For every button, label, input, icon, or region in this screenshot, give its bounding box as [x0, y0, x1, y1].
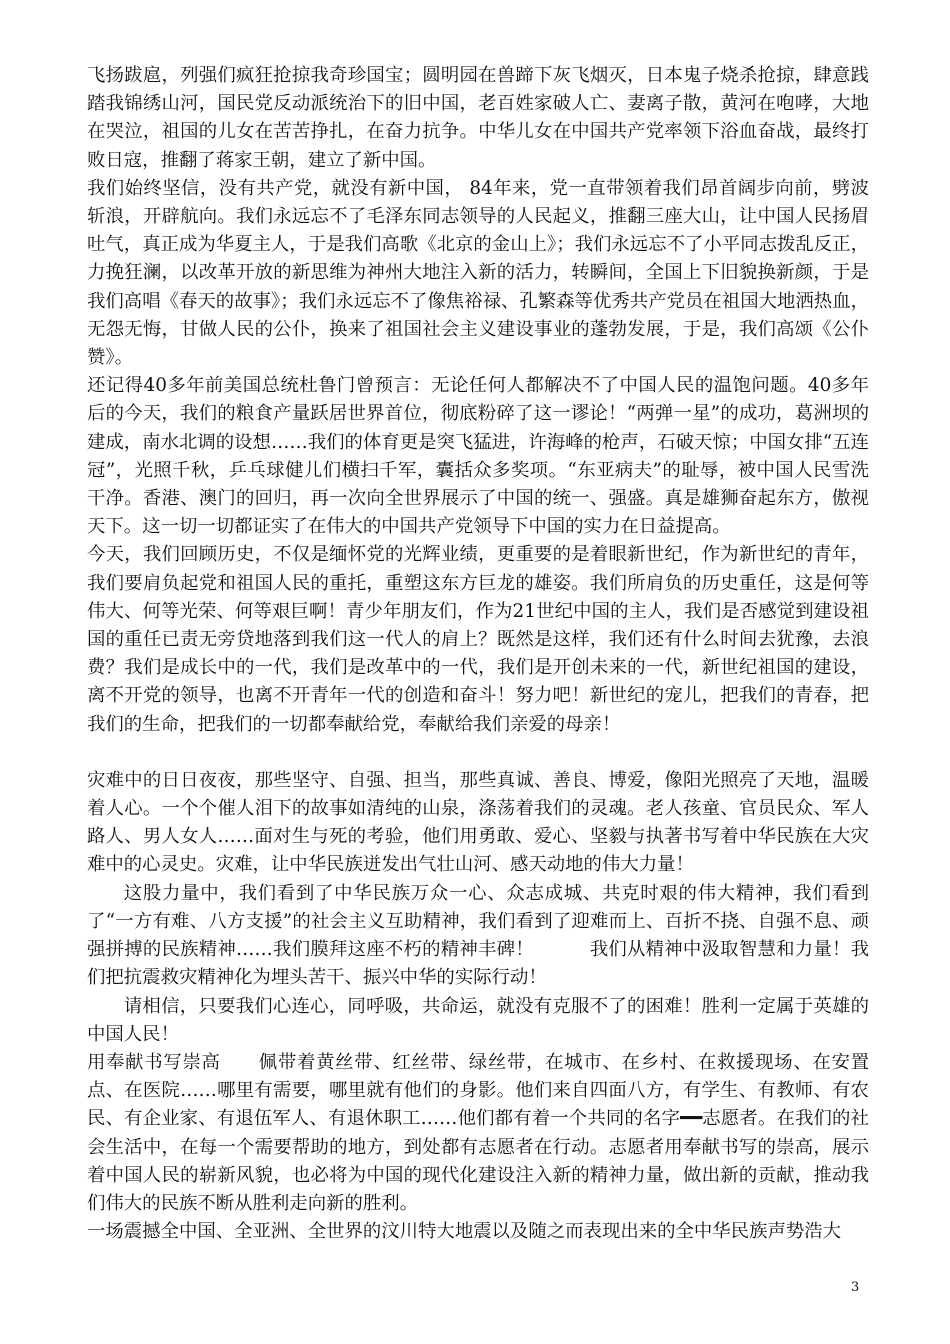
- paragraph-1: 飞扬跋扈，列强们疯狂抢掠我奇珍国宝；圆明园在兽蹄下灰飞烟灭，日本鬼子烧杀抢掠，肆意践踏我锦绣山河，国民党反动派统治下的旧中国，老百姓家破人亡、妻离子散，黄河在咆哮，大地在哭泣，祖国的儿女在苦苦挣扎，在奋力抗争。中华儿女在中国共产党率领下浴血奋战，最终打败日寇，推翻了蒋家王朝，建立了新中国。: [87, 65, 869, 171]
- paragraph-7: 请相信，只要我们心连心，同呼吸，共命运，就没有克服不了的困难！胜利一定属于英雄的中国人民！: [87, 995, 869, 1045]
- document-body: [87, 62, 869, 1246]
- paragraph-8: 用奉献书写崇高 佩带着黄丝带、红丝带、绿丝带，在城市、在乡村、在救援现场、在安置点、在医院……哪里有需要，哪里就有他们的身影。他们来自四面八方，有学生、有教师、有农民、有企业家、有退伍军人、有退休职工……他们都有着一个共同的名字━━志愿者。在我们的社会生活中，在每一个需要帮助的地方，到处都有志愿者在行动。志愿者用奉献书写的崇高，展示着中国人民的崭新风貌，也必将为中国的现代化建设注入新的精神力量，做出新的贡献，推动我们伟大的民族不断从胜利走向新的胜利。: [87, 1051, 869, 1214]
- paragraph-9: 一场震撼全中国、全亚洲、全世界的汶川特大地震以及随之而表现出来的全中华民族声势浩大: [87, 1221, 842, 1243]
- paragraph-5: 灾难中的日日夜夜，那些坚守、自强、担当，那些真诚、善良、博爱，像阳光照亮了天地，温暖着人心。一个个催人泪下的故事如清纯的山泉，涤荡着我们的灵魂。老人孩童、官员民众、军人路人、男人女人……面对生与死的考验，他们用勇敢、爱心、坚毅与执著书写着中华民族在大灾难中的心灵史。灾难，让中华民族迸发出气壮山河、感天动地的伟大力量！: [87, 769, 869, 876]
- paragraph-6: 这股力量中，我们看到了中华民族万众一心、众志成城、共克时艰的伟大精神，我们看到了“一方有难、八方支援”的社会主义互助精神，我们看到了迎难而上、百折不挠、自强不息、顽强拼搏的民族精神……我们膜拜这座不朽的精神丰碑！ 我们从精神中汲取智慧和力量！我们把抗震救灾精神化为埋头苦干、振兴中华的实际行动！: [87, 882, 869, 989]
- paragraph-2: 我们始终坚信，没有共产党，就没有新中国， 84年来，党一直带领着我们昂首阔步向前，劈波斩浪，开辟航向。我们永远忘不了毛泽东同志领导的人民起义，推翻三座大山，让中国人民扬眉吐气，真正成为华夏主人，于是我们高歌《北京的金山上》；我们永远忘不了小平同志拨乱反正，力挽狂澜，以改革开放的新思维为神州大地注入新的活力，转瞬间，全国上下旧貌换新颜，于是我们高唱《春天的故事》；我们永远忘不了像焦裕禄、孔繁森等优秀共产党员在祖国大地洒热血，无怨无悔，甘做人民的公仆，换来了祖国社会主义建设事业的蓬勃发展，于是，我们高颂《公仆赞》。: [87, 177, 869, 369]
- paragraph-3: 还记得40多年前美国总统杜鲁门曾预言：无论任何人都解决不了中国人民的温饱问题。40多年后的今天，我们的粮食产量跃居世界首位，彻底粉碎了这一谬论！“两弹一星”的成功，葛洲坝的建成，南水北调的设想……我们的体育更是突飞猛进，许海峰的枪声，石破天惊；中国女排“五连冠”，光照千秋，乒乓球健儿们横扫千军，囊括众多奖项。“东亚病夫”的耻辱，被中国人民雪洗干净。香港、澳门的回归，再一次向全世界展示了中国的统一、强盛。真是雄狮奋起东方，傲视天下。这一切一切都证实了在伟大的中国共产党领导下中国的实力在日益提高。: [87, 375, 869, 538]
- page-number: 3: [851, 1280, 860, 1295]
- paragraph-4: 今天，我们回顾历史，不仅是缅怀党的光辉业绩，更重要的是着眼新世纪，作为新世纪的青年，我们要肩负起党和祖国人民的重托，重塑这东方巨龙的雄姿。我们所肩负的历史重任，这是何等伟大、何等光荣、何等艰巨啊！青少年朋友们，作为21世纪中国的主人，我们是否感觉到建设祖国的重任已责无旁贷地落到我们这一代人的肩上？既然是这样，我们还有什么时间去犹豫，去浪费？我们是成长中的一代，我们是改革中的一代，我们是开创未来的一代，新世纪祖国的建设，离不开党的领导，也离不开青年一代的创造和奋斗！努力吧！新世纪的宠儿，把我们的青春，把我们的生命，把我们的一切都奉献给党，奉献给我们亲爱的母亲！: [87, 544, 869, 735]
